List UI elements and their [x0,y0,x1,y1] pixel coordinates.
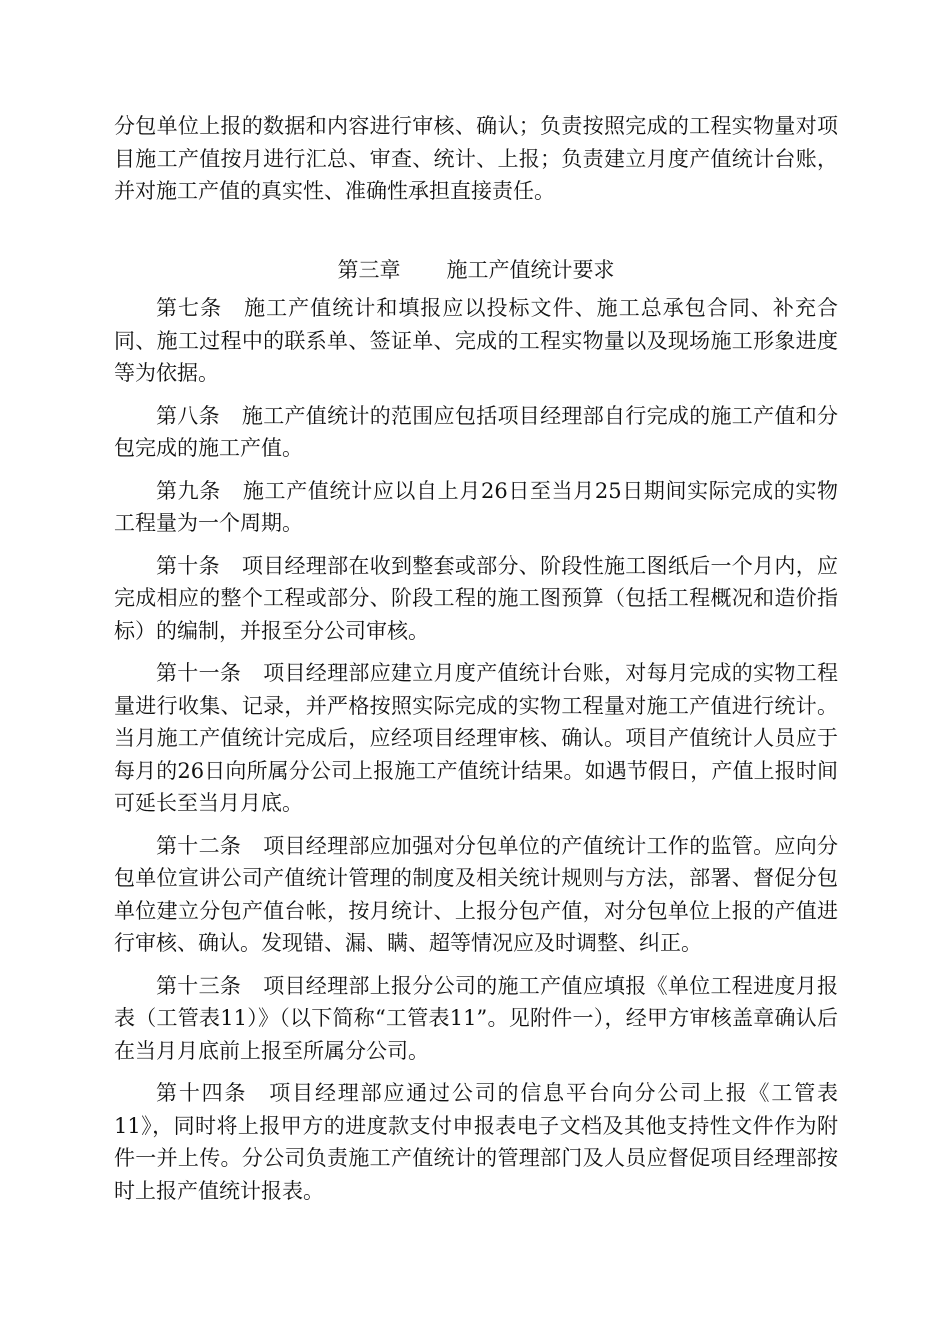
article-number: 第十四条 [156,1081,248,1105]
article-13 [114,970,838,1068]
article-number: 第八条 [156,403,220,428]
article-9 [114,475,838,540]
chapter-title: 施工产值统计要求 [446,257,615,282]
article-text: 施工产值统计和填报应以投标文件、施工总承包合同、补充合同、施工过程中的联系单、签证单、完成的工程实物量以及现场施工形象进度等为依据。 [114,296,839,385]
intro-paragraph: 分包单位上报的数据和内容进行审核、确认；负责按照完成的工程实物量对项目施工产值按月进行汇总、审查、统计、上报；负责建立月度产值统计台账，并对施工产值的真实性、准确性承担直接责任。 [114,114,838,203]
chapter-heading [114,254,838,287]
article-8 [114,400,838,465]
article-12 [114,830,838,960]
article-11 [114,657,838,820]
article-text: 施工产值统计应以自上月26日至当月25日期间实际完成的实物工程量为一个周期。 [114,478,838,535]
article-text: 项目经理部应加强对分包单位的产值统计工作的监管。应向分包单位宣讲公司产值统计管理的制度及相关统计规则与方法，部署、督促分包单位建立分包产值台帐，按月统计、上报分包产值，对分包单位上报的产值进行审核、确认。发现错、漏、瞒、超等情况应及时调整、纠正。 [114,833,839,955]
article-text: 项目经理部在收到整套或部分、阶段性施工图纸后一个月内，应完成相应的整个工程或部分、阶段工程的施工图预算（包括工程概况和造价指标）的编制，并报至分公司审核。 [114,553,839,643]
article-14 [114,1077,838,1207]
article-text: 项目经理部应建立月度产值统计台账，对每月完成的实物工程量进行收集、记录，并严格按照实际完成的实物工程量对施工产值进行统计。当月施工产值统计完成后，应经项目经理审核、确认。项目产值统计人员应于每月的26日向所属分公司上报施工产值统计结果。如遇节假日，产值上报时间可延长至当月月底。 [114,661,839,815]
article-number: 第十一条 [156,661,242,685]
article-number: 第十条 [156,553,220,578]
article-number: 第七条 [156,296,223,320]
article-text: 项目经理部应通过公司的信息平台向分公司上报《工管表11》，同时将上报甲方的进度款支付申报表电子文档及其他支持性文件作为附件一并上传。分公司负责施工产值统计的管理部门及人员应督促项目经理部按时上报产值统计报表。 [114,1081,839,1203]
article-number: 第十三条 [156,973,242,998]
article-10 [114,550,838,648]
article-text: 项目经理部上报分公司的施工产值应填报《单位工程进度月报表（工管表11）》（以下简称“工管表11”。见附件一），经甲方审核盖章确认后在当月月底前上报至所属分公司。 [114,973,839,1063]
chapter-number: 第三章 [337,257,401,282]
article-7 [114,292,838,390]
article-number: 第九条 [156,478,221,503]
article-number: 第十二条 [156,833,242,858]
article-text: 施工产值统计的范围应包括项目经理部自行完成的施工产值和分包完成的施工产值。 [114,403,839,460]
